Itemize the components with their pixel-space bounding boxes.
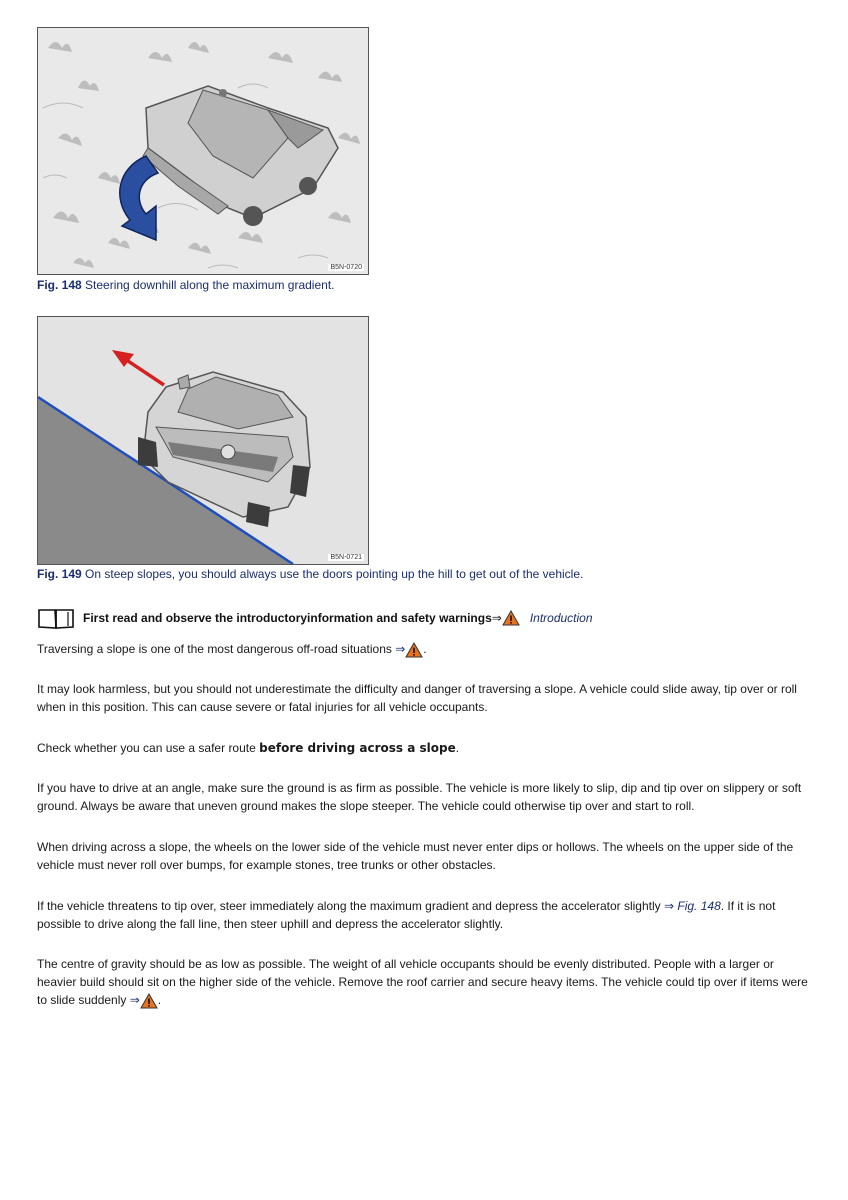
figure-code: B5N-0720 [330,264,362,271]
paragraph-text: Check whether you can use a safer route [37,741,260,755]
warning-triangle-icon [502,610,520,626]
paragraph-angle: If you have to drive at an angle, make sure the ground is as firm as possible. The vehicle is more likely to slip, dip and tip over on slippery or soft ground. Always be aware that uneven ground makes the slope steeper. The vehicle could otherwise tip over and start to roll. [37,781,802,813]
paragraph-end: . [157,993,162,1007]
figure-caption-text: On steep slopes, you should always use the doors pointing up the hill to get out of the vehicle. [81,567,584,581]
paragraph-text: . If it is not possible to drive along the fall line, then steer uphill and depress the accelerator slightly. [37,899,776,931]
paragraph-centre-gravity [37,955,809,1009]
figure-caption-text: Steering downhill along the maximum gradient. [81,278,335,292]
figure-149-caption [37,567,583,581]
paragraph-end: . [423,642,427,656]
figure-149 [37,316,369,565]
warning-ref-arrow[interactable]: ⇒ [395,642,406,656]
paragraph-text: The centre of gravity should be as low as possible. The weight of all vehicle occupants should be evenly distributed. People with a larger or heavier build should sit on the higher side of the vehicle. Remove the roof carrier and secure heavy items. The vehicle could tip over if items were to slide suddenly [37,957,808,1007]
figure-148 [37,27,369,275]
warning-ref-arrow[interactable]: ⇒ [129,993,140,1007]
introduction-link[interactable]: Introduction [529,611,593,625]
figure-148-caption [37,278,335,292]
figure-code: B5N-0721 [330,554,362,561]
warning-triangle-icon[interactable] [405,642,423,658]
paragraph-text: Traversing a slope is one of the most dangerous off-road situations [37,642,396,656]
figure-149-illustration [38,317,368,564]
paragraph-tip-over [37,897,809,933]
fig-148-link[interactable]: ⇒ Fig. 148 [664,899,721,913]
book-icon [37,606,75,630]
paragraph-end: . [455,741,460,755]
intro-arrow: ⇒ [491,611,502,625]
paragraph-safer-route [37,739,809,757]
figure-label: Fig. 149 [37,567,82,581]
warning-triangle-icon[interactable] [140,993,158,1009]
paragraph-wheels: When driving across a slope, the wheels on the lower side of the vehicle must never enter dips or hollows. The wheels on the upper side of the vehicle must never roll over bumps, for example stones, tree trunks or other obstacles. [37,840,794,872]
intro-text: First read and observe the introductoryinformation and safety warnings [83,611,492,625]
paragraph-harmless: It may look harmless, but you should not underestimate the difficulty and danger of traversing a slope. A vehicle could slide away, tip over or roll when in this position. This can cause severe or fatal injuries for all vehicle occupants. [37,682,797,714]
figure-148-illustration [38,28,368,274]
paragraph-text: If the vehicle threatens to tip over, steer immediately along the maximum gradient and depress the accelerator slightly [37,899,664,913]
figure-label: Fig. 148 [37,278,82,292]
paragraph-traversing [37,640,809,658]
introductory-info-row [37,606,593,630]
emphasis-text: before driving across a slope [259,741,456,755]
